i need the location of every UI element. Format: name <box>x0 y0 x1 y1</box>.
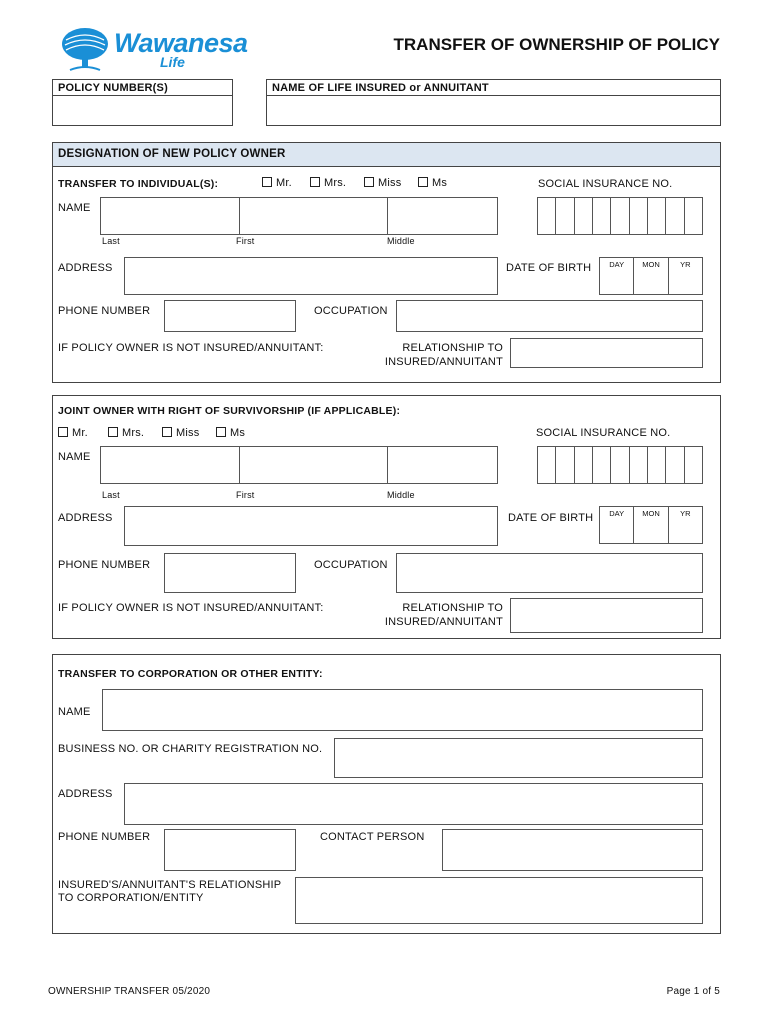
corp-phone-field[interactable] <box>164 829 296 871</box>
corp-name-label: NAME <box>58 706 91 718</box>
joint-checkbox-mrs[interactable] <box>108 427 118 437</box>
sin-field[interactable] <box>537 197 703 235</box>
corp-relationship-field[interactable] <box>295 877 703 924</box>
joint-phone-label: PHONE NUMBER <box>58 559 151 571</box>
corp-address-label: ADDRESS <box>58 788 113 800</box>
corp-relationship-label-1: INSURED'S/ANNUITANT'S RELATIONSHIP <box>58 879 282 891</box>
page-title: TRANSFER OF OWNERSHIP OF POLICY <box>393 35 720 54</box>
joint-label-miss: Miss <box>176 427 200 439</box>
corp-contact-label: CONTACT PERSON <box>320 831 425 843</box>
joint-label-first: First <box>236 490 255 500</box>
relationship-field[interactable] <box>510 338 703 368</box>
divider <box>52 95 233 96</box>
relationship-label-1: RELATIONSHIP TO <box>402 342 503 354</box>
joint-dob-yr: YR <box>680 509 691 518</box>
company-logo <box>60 26 248 74</box>
joint-checkbox-ms[interactable] <box>216 427 226 437</box>
logo-wordmark: Wawanesa <box>114 28 248 58</box>
joint-label-mr: Mr. <box>72 427 88 439</box>
not-insured-label: IF POLICY OWNER IS NOT INSURED/ANNUITANT: <box>58 342 324 354</box>
joint-dob-field[interactable] <box>599 506 703 544</box>
label-middle: Middle <box>387 236 415 246</box>
checkbox-mr[interactable] <box>262 177 272 187</box>
joint-occupation-label: OCCUPATION <box>314 559 388 571</box>
joint-relationship-field[interactable] <box>510 598 703 633</box>
checkbox-ms[interactable] <box>418 177 428 187</box>
insured-name-label: NAME OF LIFE INSURED or ANNUITANT <box>272 82 489 94</box>
sin-label: SOCIAL INSURANCE NO. <box>538 178 673 190</box>
logo-sub: Life <box>160 54 185 70</box>
dob-label: DATE OF BIRTH <box>506 262 592 274</box>
joint-checkbox-mr[interactable] <box>58 427 68 437</box>
address-label: ADDRESS <box>58 262 113 274</box>
label-ms: Ms <box>432 177 448 189</box>
dob-field[interactable] <box>599 257 703 295</box>
joint-phone-field[interactable] <box>164 553 296 593</box>
address-field[interactable] <box>124 257 498 295</box>
tree-icon <box>60 26 110 74</box>
footer-page: Page 1 of 5 <box>666 986 720 997</box>
joint-sin-field[interactable] <box>537 446 703 484</box>
joint-dob-label: DATE OF BIRTH <box>508 512 594 524</box>
checkbox-mrs[interactable] <box>310 177 320 187</box>
joint-label-ms: Ms <box>230 427 246 439</box>
corp-contact-field[interactable] <box>442 829 703 871</box>
dob-day: DAY <box>600 258 634 294</box>
joint-address-field[interactable] <box>124 506 498 546</box>
phone-field[interactable] <box>164 300 296 332</box>
divider <box>266 95 721 96</box>
joint-not-insured-label: IF POLICY OWNER IS NOT INSURED/ANNUITANT: <box>58 602 324 614</box>
corp-business-label: BUSINESS NO. OR CHARITY REGISTRATION NO. <box>58 743 323 755</box>
occupation-field[interactable] <box>396 300 703 332</box>
phone-label: PHONE NUMBER <box>58 305 151 317</box>
corp-relationship-label-2: TO CORPORATION/ENTITY <box>58 892 204 904</box>
label-mrs: Mrs. <box>324 177 347 189</box>
corp-business-field[interactable] <box>334 738 703 778</box>
label-mr: Mr. <box>276 177 292 189</box>
joint-dob-day: DAY <box>600 507 634 543</box>
policy-number-label-overlay: POLICY NUMBER(S) <box>58 82 168 94</box>
name-field[interactable] <box>100 197 498 235</box>
joint-name-field[interactable] <box>100 446 498 484</box>
corp-heading: TRANSFER TO CORPORATION OR OTHER ENTITY: <box>58 668 323 680</box>
corp-phone-label: PHONE NUMBER <box>58 831 151 843</box>
joint-relationship-label-2: INSURED/ANNUITANT <box>384 616 503 628</box>
joint-dob-mon: MON <box>634 507 668 543</box>
checkbox-miss[interactable] <box>364 177 374 187</box>
joint-label-last: Last <box>102 490 120 500</box>
label-miss: Miss <box>378 177 402 189</box>
joint-label-mrs: Mrs. <box>122 427 145 439</box>
label-last: Last <box>102 236 120 246</box>
label-first: First <box>236 236 255 246</box>
occupation-label: OCCUPATION <box>314 305 388 317</box>
joint-name-label: NAME <box>58 451 91 463</box>
section-heading: DESIGNATION OF NEW POLICY OWNER <box>58 148 286 160</box>
joint-relationship-label-1: RELATIONSHIP TO <box>402 602 503 614</box>
dob-mon: MON <box>634 258 668 294</box>
relationship-label-2: INSURED/ANNUITANT <box>384 356 503 368</box>
dob-yr: YR <box>680 260 691 269</box>
name-label: NAME <box>58 202 91 214</box>
footer-form-id: OWNERSHIP TRANSFER 05/2020 <box>48 986 211 997</box>
corp-address-field[interactable] <box>124 783 703 825</box>
joint-label-middle: Middle <box>387 490 415 500</box>
corp-name-field[interactable] <box>102 689 703 731</box>
joint-address-label: ADDRESS <box>58 512 113 524</box>
joint-occupation-field[interactable] <box>396 553 703 593</box>
joint-sin-label: SOCIAL INSURANCE NO. <box>536 427 671 439</box>
transfer-individuals-label: TRANSFER TO INDIVIDUAL(S): <box>58 178 219 190</box>
joint-checkbox-miss[interactable] <box>162 427 172 437</box>
joint-heading: JOINT OWNER WITH RIGHT OF SURVIVORSHIP (IF APPLICABLE): <box>58 405 401 417</box>
